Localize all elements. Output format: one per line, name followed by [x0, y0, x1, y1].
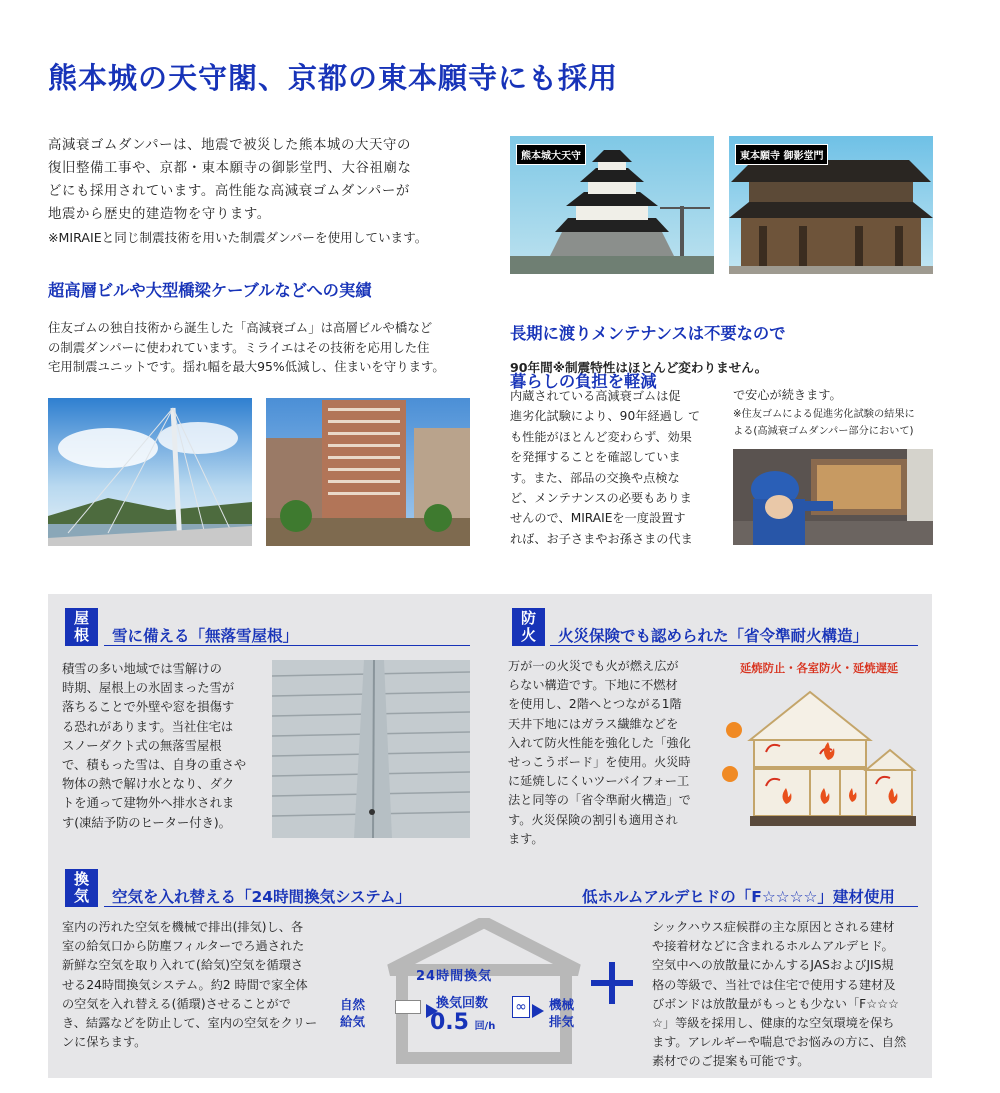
- formaldehyde-line: 格の等級で、当社では住宅で使用する建材及: [652, 977, 896, 992]
- roof-line: 時期、屋根上の氷固まった雪が: [62, 681, 235, 696]
- maintenance-column-1: [510, 386, 720, 549]
- roof-line: で、積もった雪は、自身の重さや: [62, 758, 247, 773]
- page-title: 熊本城の天守閣、京都の東本願寺にも採用: [48, 61, 619, 95]
- vent-title-underline: [104, 906, 918, 907]
- skyscraper-line: 宅用制震ユニットです。揺れ幅を最大95%低減し、住まいを守ります。: [48, 359, 445, 374]
- intro-line: 地震から歴史的建造物を守ります。: [48, 207, 271, 222]
- vent-line: 新鮮な空気を取り入れて(給気)空気を循環さ: [62, 958, 304, 973]
- formaldehyde-line: 素材でのご提案も可能です。: [652, 1054, 810, 1069]
- intro-note: ※MIRAIEと同じ制震技術を用いた制震ダンパーを使用しています。: [48, 230, 428, 245]
- maintenance-line: せんので、MIRAIEを一度設置す: [510, 511, 686, 526]
- vent-badge-char: 換: [73, 870, 89, 888]
- vent-line: き、結露などを防止して、室内の空気をクリー: [62, 1016, 318, 1031]
- fire-diagram-label: 延焼防止・各室防火・延焼遅延: [740, 662, 899, 675]
- fire-line: ます。: [508, 831, 544, 846]
- maintenance-line: で安心が続きます。: [733, 388, 842, 402]
- skyscraper-heading: 超高層ビルや大型橋梁ケーブルなどへの実績: [48, 281, 372, 300]
- maintenance-subheading: 90年間※制震特性はほとんど変わりません。: [510, 360, 768, 375]
- fire-line: を使用し、2階へとつながる1階: [508, 697, 682, 712]
- mechanical-exhaust-label-line: 排気: [549, 1014, 575, 1029]
- maintenance-line: ど、メンテナンスの必要もありま: [510, 491, 692, 506]
- maintenance-heading-line: 長期に渡りメンテナンスは不要なので: [510, 324, 786, 343]
- vent-diagram-label: 24時間換気: [416, 969, 493, 984]
- fire-line: 入れて防火性能を強化した「強化: [508, 735, 691, 750]
- roof-line: トを通って建物外へ排水されま: [62, 796, 235, 811]
- skyscraper-line: の制震ダンパーに使われています。ミライエはその技術を応用した住: [48, 339, 430, 355]
- fire-badge: [512, 608, 545, 646]
- vent-line: せる24時間換気システム。約2 時間で家全体: [62, 977, 308, 992]
- vent-line: ンに保ちます。: [62, 1035, 147, 1050]
- vent-badge: [65, 869, 98, 907]
- maintenance-note-line: よる(高減衰ゴムダンパー部分において): [733, 425, 914, 437]
- maintenance-line: す。また、部品の交換や点検な: [510, 470, 680, 485]
- roof-line: す(凍結予防のヒーター付き)。: [62, 815, 231, 830]
- formaldehyde-line: シックハウス症候群の主な原因とされる建材: [652, 920, 895, 934]
- plus-icon-vertical: [609, 962, 615, 1004]
- fire-paragraph: [508, 657, 728, 849]
- fire-line: 法と同等の「省令準耐火構造」で: [508, 793, 691, 808]
- vent-count-value: 0.5: [430, 1010, 469, 1035]
- roof-badge-char: 根: [73, 626, 89, 644]
- roof-line: る恐れがあります。当社住宅は: [62, 719, 234, 734]
- formaldehyde-line: びボンドは放散量がもっとも少ない「F☆☆☆: [652, 996, 899, 1011]
- vent-line: 室の給気口から防塵フィルターでろ過された: [62, 939, 305, 954]
- maintenance-note-line: ※住友ゴムによる促進劣化試験の結果に: [733, 408, 915, 420]
- building-photo: [266, 398, 470, 546]
- skyscraper-line: 住友ゴムの独自技術から誕生した「高減衰ゴム」は高層ビルや橋など: [48, 320, 433, 335]
- formaldehyde-title: 低ホルムアルデヒドの「F☆☆☆☆」建材使用: [582, 888, 895, 906]
- formaldehyde-line: ます。アレルギーや喘息でお悩みの方に、自然: [652, 1035, 907, 1050]
- fire-line: らない構造です。下地に不燃材: [508, 678, 678, 693]
- fire-arrow-icon: [722, 722, 742, 782]
- bridge-illustration: [48, 398, 252, 546]
- fire-badge-char: 火: [520, 626, 536, 644]
- vent-paragraph: [62, 918, 342, 1052]
- maintenance-line: れば、お子さまやお孫さまの代ま: [510, 531, 693, 546]
- test-chamber-photo: [733, 449, 933, 545]
- natural-intake-label-line: 自然: [340, 997, 366, 1012]
- roof-title: 雪に備える「無落雪屋根」: [112, 627, 299, 645]
- roof-title-underline: [104, 645, 470, 646]
- arrow-right-icon: [532, 1004, 544, 1018]
- castle-label: 熊本城大天守: [516, 144, 586, 165]
- roof-line: スノーダクト式の無落雪屋根: [62, 738, 222, 753]
- fire-title: 火災保険でも認められた「省令準耐火構造」: [558, 627, 869, 645]
- temple-label: 東本願寺 御影堂門: [735, 144, 828, 165]
- intro-paragraph: [48, 134, 488, 249]
- formaldehyde-line: 空気中への放散量にかんするJASおよびJIS規: [652, 958, 894, 973]
- fire-house-diagram: [720, 678, 925, 828]
- roof-badge-char: 屋: [73, 609, 89, 627]
- vent-count-label: 換気回数: [436, 996, 489, 1011]
- vent-line: 室内の汚れた空気を機械で排出(排気)し、各: [62, 920, 304, 934]
- intro-line: どにも採用されています。高性能な高減衰ゴムダンパーが: [48, 184, 410, 199]
- fire-title-underline: [550, 645, 918, 646]
- vent-badge-char: 気: [73, 887, 89, 905]
- vent-count-unit: 回/h: [474, 1021, 496, 1032]
- formaldehyde-line: や接着材などに含まれるホルムアルデヒド。: [652, 939, 894, 954]
- formaldehyde-paragraph: [652, 918, 928, 1072]
- mechanical-exhaust-label: [549, 996, 574, 1030]
- fire-line: せっこうボード」を使用。火災時: [508, 755, 691, 770]
- roof-paragraph: [62, 660, 262, 833]
- fire-line: に延焼しにくいツーバイフォー工: [508, 774, 690, 789]
- test-chamber-illustration: [733, 449, 933, 545]
- vent-title: 空気を入れ替える「24時間換気システム」: [112, 888, 412, 906]
- mechanical-exhaust-label-line: 機械: [549, 997, 575, 1012]
- natural-intake-label: [340, 996, 365, 1030]
- intro-line: 復旧整備工事や、京都・東本願寺の御影堂門、大谷祖廟な: [48, 161, 412, 176]
- maintenance-line: も性能がほとんど変わらず、効果: [510, 429, 692, 444]
- vent-count: [430, 1010, 495, 1035]
- intro-line: 高減衰ゴムダンパーは、地震で被災した熊本城の大天守の: [48, 138, 411, 153]
- maintenance-line: を発揮することを確認していま: [510, 450, 681, 465]
- natural-intake-label-line: 給気: [340, 1014, 366, 1029]
- formaldehyde-line: ☆」等級を採用し、健康的な空気環境を保ち: [652, 1016, 895, 1031]
- temple-photo: [729, 136, 933, 274]
- roof-illustration: [272, 660, 470, 838]
- roof-line: 落ちることで外壁や窓を損傷す: [62, 700, 235, 715]
- maintenance-line: 内蔵されている高減衰ゴムは促: [510, 389, 681, 403]
- roof-badge: [65, 608, 98, 646]
- fire-badge-char: 防: [520, 609, 536, 627]
- roof-photo: [272, 660, 470, 838]
- maintenance-heading-line: 暮らしの負担を軽減: [510, 372, 657, 391]
- fire-line: 万が一の火災でも火が燃え広が: [508, 659, 679, 673]
- maintenance-column-2: [733, 386, 933, 440]
- skyscraper-paragraph: [48, 318, 488, 377]
- building-illustration: [266, 398, 470, 546]
- intake-vent-icon: [395, 1000, 421, 1014]
- fire-line: 天井下地にはガラス繊維などを: [508, 716, 679, 731]
- bridge-photo: [48, 398, 252, 546]
- roof-line: 物体の熱で解け水となり、ダク: [62, 777, 235, 792]
- castle-photo: [510, 136, 714, 274]
- fire-line: す。火災保険の割引も適用され: [508, 812, 678, 827]
- vent-line: の空気を入れ替える(循環)させることがで: [62, 996, 291, 1011]
- maintenance-line: 進劣化試験により、90年経過し て: [510, 409, 701, 424]
- roof-line: 積雪の多い地域では雪解けの: [62, 662, 222, 676]
- exhaust-fan-icon: ∞: [512, 996, 530, 1018]
